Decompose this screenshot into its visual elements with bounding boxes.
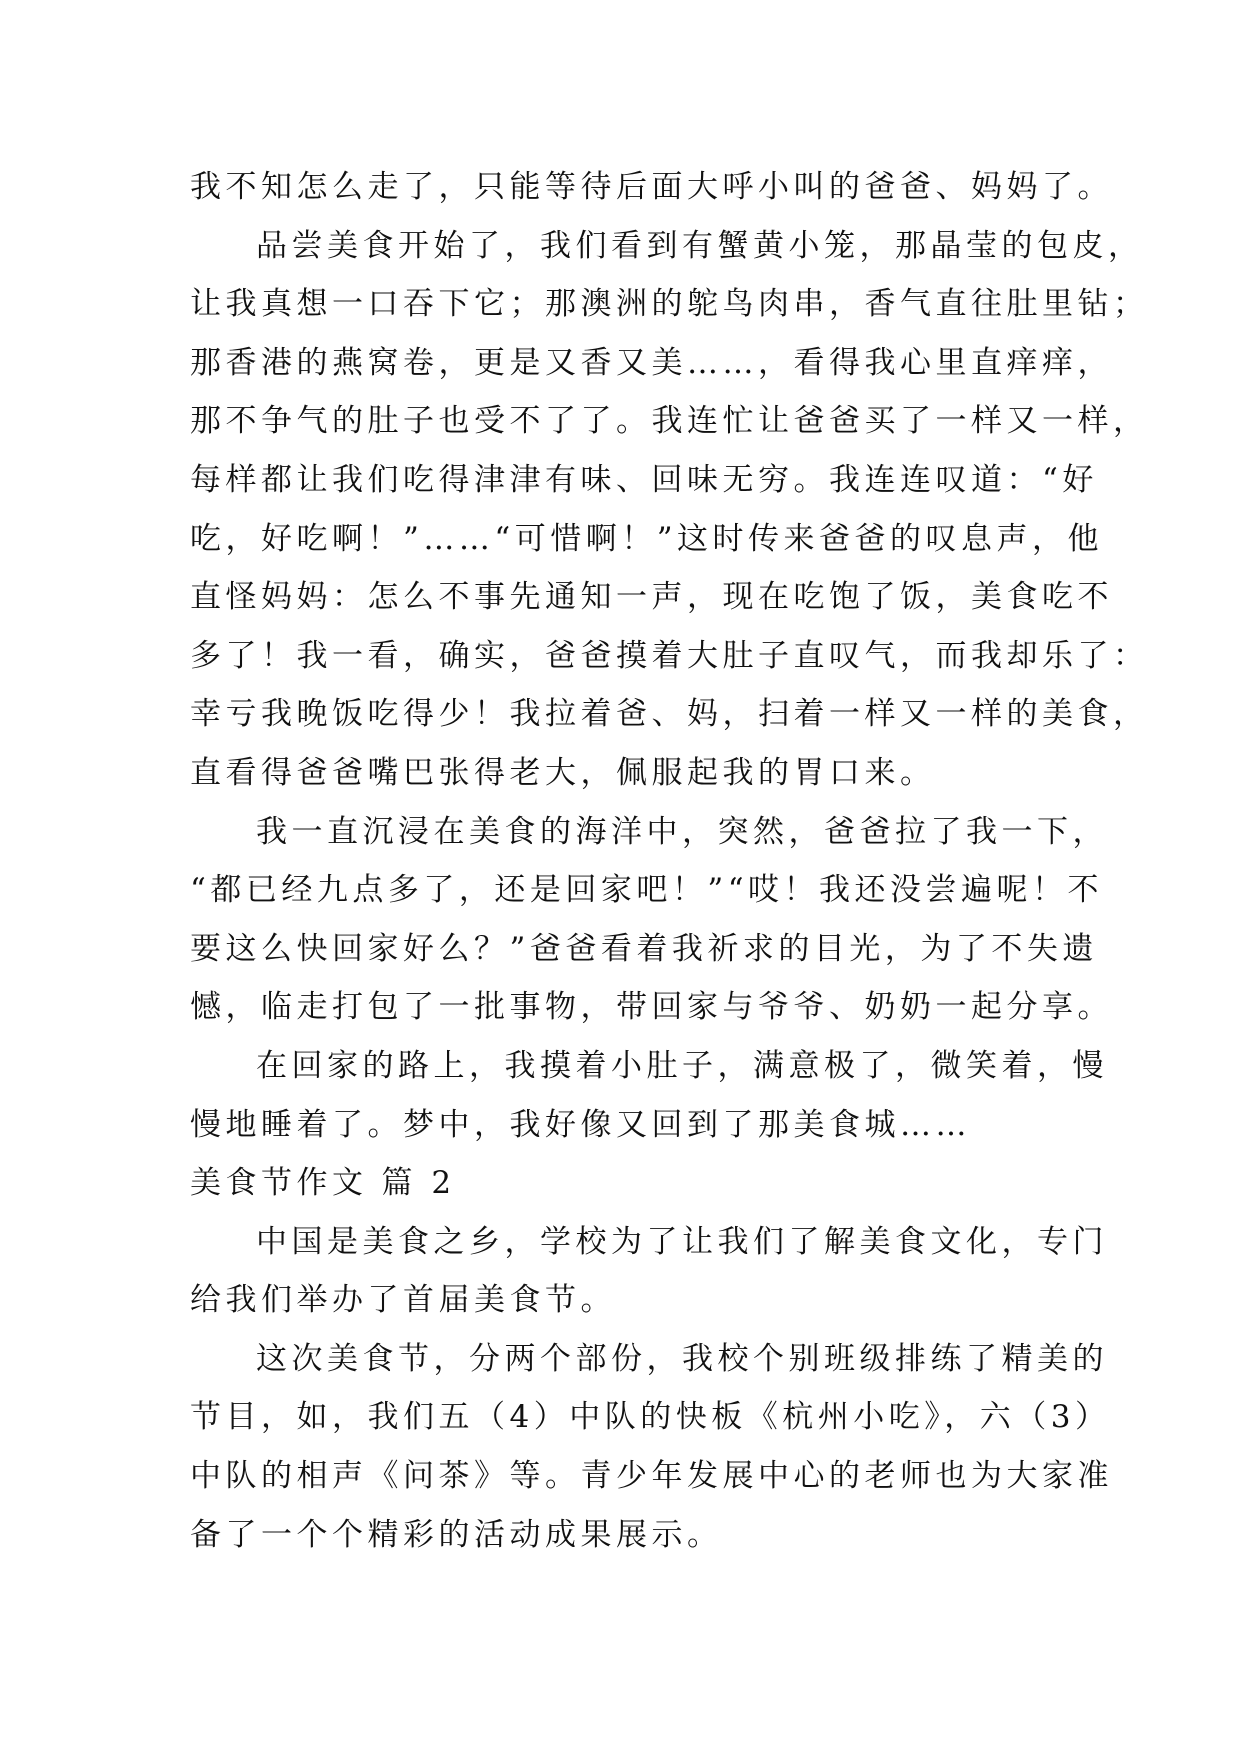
text-line: 直看得爸爸嘴巴张得老大，佩服起我的胃口来。: [190, 754, 936, 791]
text-line: 中队的相声《问茶》等。青少年发展中心的老师也为大家准: [190, 1458, 1113, 1495]
paragraph-start-line: 我一直沉浸在美食的海洋中，突然，爸爸拉了我一下，: [256, 813, 1108, 850]
heading-title: 美食节作文: [190, 1165, 368, 1202]
paragraph-start-line: 这次美食节，分两个部份，我校个别班级排练了精美的: [256, 1340, 1108, 1377]
text-line: 节目，如，我们五（4）中队的快板《杭州小吃》，六（3）: [190, 1399, 1111, 1436]
text-line: 让我真想一口吞下它；那澳洲的鸵鸟肉串，香气直往肚里钻；: [190, 286, 1149, 323]
text-line: 憾，临走打包了一批事物，带回家与爷爷、奶奶一起分享。: [190, 989, 1113, 1026]
text-line: 那不争气的肚子也受不了了。我连忙让爸爸买了一样又一样，: [190, 403, 1149, 440]
text-line: 慢地睡着了。梦中，我好像又回到了那美食城……: [190, 1106, 971, 1143]
section-heading: [190, 1154, 1070, 1213]
text-line: 幸亏我晚饭吃得少！我拉着爸、妈，扫着一样又一样的美食，: [190, 696, 1149, 733]
essay-body: [190, 158, 1149, 1564]
paragraph-start-line: 在回家的路上，我摸着小肚子，满意极了，微笑着，慢: [256, 1047, 1108, 1084]
text-line: 吃，好吃啊！”……“可惜啊！”这时传来爸爸的叹息声，他: [190, 520, 1104, 557]
text-line: 给我们举办了首届美食节。: [190, 1282, 616, 1319]
text-line: 每样都让我们吃得津津有味、回味无穷。我连连叹道：“好: [190, 461, 1098, 498]
text-line: 直怪妈妈：怎么不事先通知一声，现在吃饱了饭，美食吃不: [190, 579, 1113, 616]
text-line: 那香港的燕窝卷，更是又香又美……，看得我心里直痒痒，: [190, 344, 1113, 381]
text-line: 要这么快回家好么？”爸爸看着我祈求的目光，为了不失遗: [190, 930, 1098, 967]
text-line: “都已经九点多了，还是回家吧！”“哎！我还没尝遍呢！不: [190, 872, 1104, 909]
paragraph-start-line: 中国是美食之乡，学校为了让我们了解美食文化，专门: [256, 1223, 1108, 1260]
text-line: 多了！我一看，确实，爸爸摸着大肚子直叹气，而我却乐了：: [190, 637, 1149, 674]
text-line: 备了一个个精彩的活动成果展示。: [190, 1516, 723, 1553]
paragraph-start-line: 品尝美食开始了，我们看到有蟹黄小笼，那晶莹的包皮，: [256, 227, 1144, 264]
text-line: 我不知怎么走了，只能等待后面大呼小叫的爸爸、妈妈了。: [190, 169, 1113, 205]
heading-number: 篇 2: [381, 1165, 456, 1202]
